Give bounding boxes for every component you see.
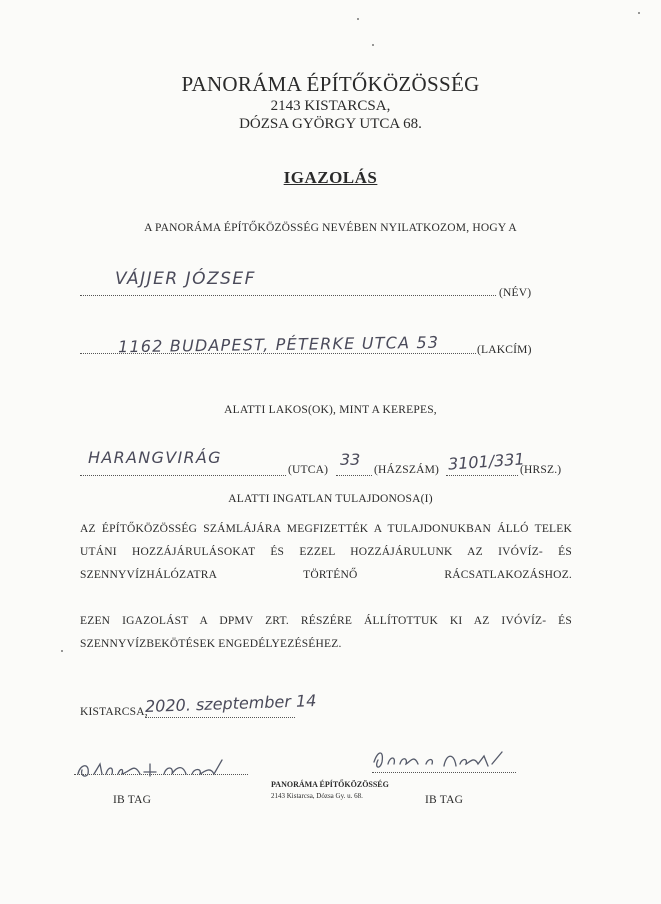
name-handwritten-value: VÁJJER JÓZSEF <box>115 269 256 289</box>
document-title: IGAZOLÁS <box>283 168 378 187</box>
house-number-label-text: (HÁZSZÁM) <box>374 464 440 476</box>
date-dotted-line <box>145 707 295 718</box>
intro-statement: A PANORÁMA ÉPÍTŐKÖZÖSSÉG NEVÉBEN NYILATKOZOM, HOGY A <box>144 222 517 234</box>
org-name: PANORÁMA ÉPÍTŐKÖZÖSSÉG <box>181 72 480 96</box>
hrsz-dotted-line <box>446 465 518 476</box>
left-signature-line <box>74 764 248 775</box>
street-dotted-line <box>80 465 286 476</box>
stamp-name: PANORÁMA ÉPÍTŐKÖZÖSSÉG <box>271 780 389 789</box>
scan-speck <box>357 18 359 20</box>
scan-speck <box>638 12 640 14</box>
name-label: (NÉV) <box>499 287 532 299</box>
scan-speck <box>372 44 374 46</box>
hrsz-label: (HRSZ.) <box>520 464 562 476</box>
street-handwritten-value: HARANGVIRÁG <box>88 448 222 467</box>
address-label: (LAKCÍM) <box>477 344 532 356</box>
right-signature-role: IB TAG <box>425 794 464 806</box>
owners-statement: ALATTI INGATLAN TULAJDONOSA(I) <box>228 493 433 505</box>
name-dotted-line <box>80 285 496 296</box>
address-dotted-line <box>80 343 476 354</box>
house-number-dotted-line <box>336 465 372 476</box>
hrsz-handwritten-value: 3101/331 <box>447 449 526 474</box>
stamp-address: 2143 Kistarcsa, Dózsa Gy. u. 68. <box>271 792 363 800</box>
org-address-line1: 2143 KISTARCSA, <box>270 98 391 114</box>
right-signature-line <box>372 762 516 773</box>
house-number-handwritten-value: 33 <box>340 450 361 469</box>
date-handwritten-value: 2020. szeptember 14 <box>144 691 317 716</box>
street-label: (UTCA) <box>288 464 329 476</box>
left-signature-role: IB TAG <box>113 794 152 806</box>
residents-statement: ALATTI LAKOS(OK), MINT A KEREPES, <box>224 404 437 416</box>
org-address-line2: DÓZSA GYÖRGY UTCA 68. <box>239 116 422 132</box>
address-handwritten-value: 1162 BUDAPEST, PÉTERKE UTCA 53 <box>117 332 440 357</box>
scan-speck <box>61 650 63 652</box>
place-label: KISTARCSA, <box>80 706 148 718</box>
purpose-paragraph: EZEN IGAZOLÁST A DPMV ZRT. RÉSZÉRE ÁLLÍTOTTUK KI AZ IVÓVÍZ- ÉS SZENNYVÍZBEKÖTÉSEK ENGEDÉLYEZÉSÉHEZ. <box>80 615 572 650</box>
payment-paragraph: AZ ÉPÍTŐKÖZÖSSÉG SZÁMLÁJÁRA MEGFIZETTÉK A TULAJDONUKBAN ÁLLÓ TELEK UTÁNI HOZZÁJÁRULÁSOKAT ÉS EZZEL HOZZÁJÁRULUNK AZ IVÓVÍZ- ÉS SZENNYVÍZHÁLÓZATRA TÖRTÉNŐ RÁCSATLAKOZÁSHOZ. <box>80 523 572 581</box>
